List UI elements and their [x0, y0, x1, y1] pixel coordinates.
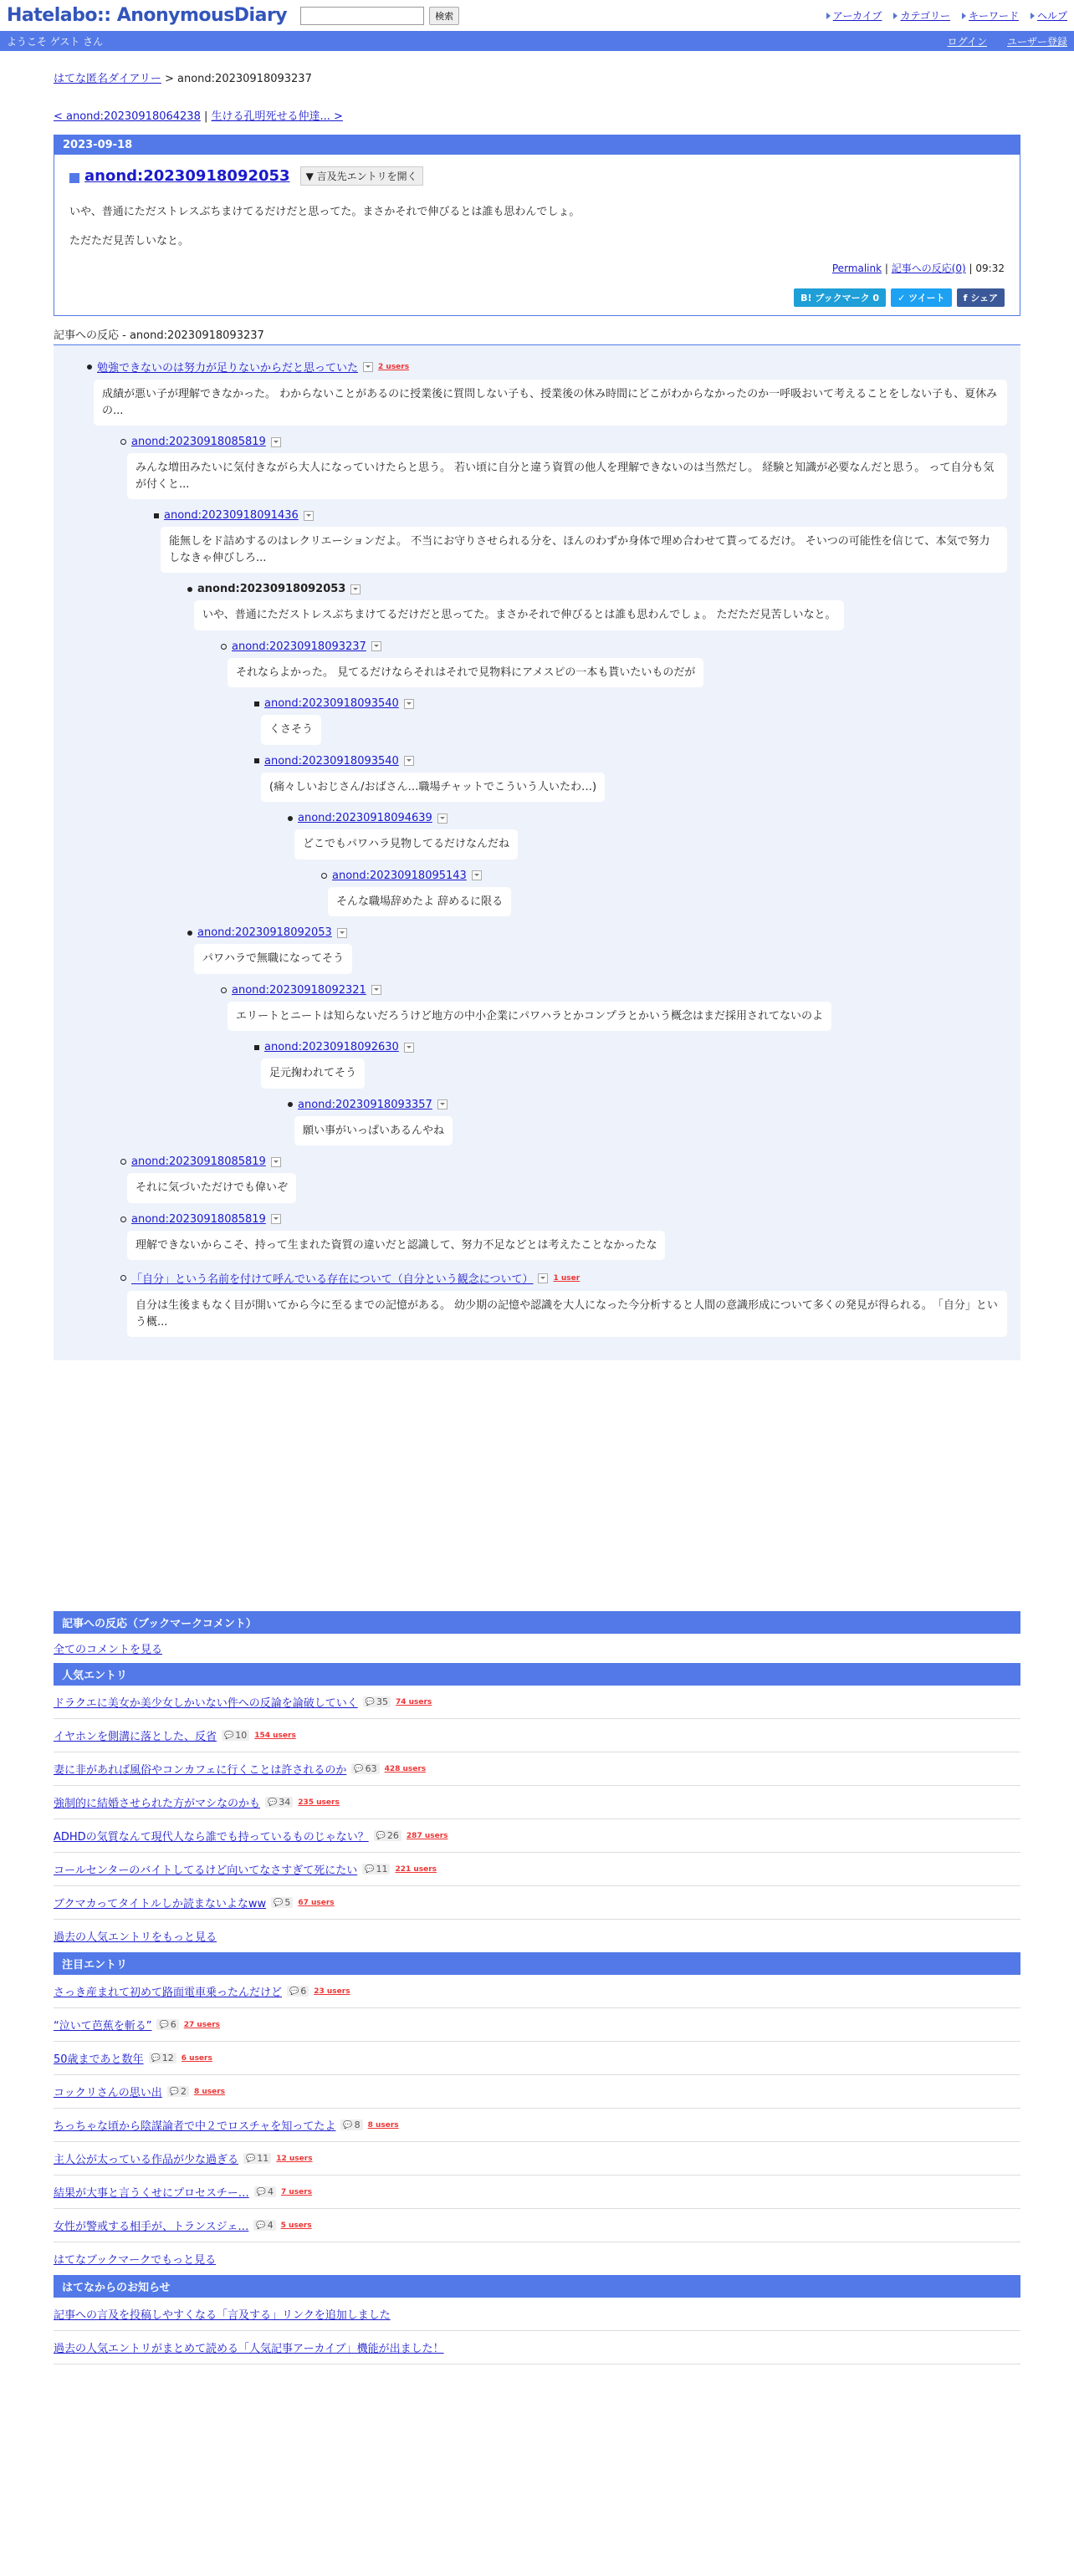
- comment-count[interactable]: 💬 8: [340, 2119, 362, 2130]
- entry-row: [54, 2075, 1020, 2109]
- reaction-node: [254, 697, 1007, 745]
- comment-count[interactable]: 💬 35: [363, 1696, 391, 1707]
- users-badge[interactable]: 1 user: [553, 1273, 580, 1283]
- notice-link[interactable]: 記事への言及を投稿しやすくなる「言及する」リンクを追加しました: [54, 2309, 391, 2322]
- featured-header: 注目エントリ: [54, 1952, 1020, 1975]
- entry-link[interactable]: ADHDの気質なんて現代人なら誰でも持っているものじゃない？: [54, 1831, 369, 1844]
- users-badge[interactable]: 67 users: [298, 1898, 335, 1907]
- nav-help[interactable]: ヘルプ: [1031, 8, 1067, 23]
- users-badge[interactable]: 8 users: [193, 2087, 226, 2096]
- comment-count[interactable]: 💬 11: [243, 2153, 271, 2164]
- entry-time: 09:32: [975, 263, 1005, 274]
- bullet-icon: [87, 365, 92, 370]
- header: [0, 0, 1074, 31]
- entry-link[interactable]: コックリさんの思い出: [54, 2087, 162, 2099]
- arrow-icon: [826, 13, 831, 19]
- comment-icon: 💬: [224, 1731, 234, 1740]
- reaction-title[interactable]: anond:20230918085819: [131, 1212, 266, 1226]
- users-badge[interactable]: 12 users: [276, 2154, 313, 2163]
- comment-count[interactable]: 💬 26: [374, 1830, 401, 1841]
- reactions-title: 記事への反応 - anond:20230918093237: [54, 326, 1020, 345]
- bullet-icon: [221, 987, 227, 993]
- entry-link[interactable]: さっき産まれて初めて路面電車乗ったんだけど: [54, 1987, 283, 1999]
- hatena-bookmark-button[interactable]: B! ブックマーク 0: [794, 288, 886, 307]
- featured-more-link[interactable]: はてなブックマークでもっと見る: [54, 2254, 217, 2267]
- entry-link[interactable]: “泣いて芭蕉を斬る”: [54, 2020, 152, 2033]
- expand-toggle-icon[interactable]: [404, 756, 414, 766]
- reaction-title[interactable]: anond:20230918093237: [232, 640, 366, 653]
- reaction-title[interactable]: anond:20230918093540: [264, 697, 399, 710]
- comment-icon: 💬: [365, 1864, 375, 1874]
- entry-row: [54, 2042, 1020, 2075]
- welcome-bar: [0, 31, 1074, 51]
- nav-archive[interactable]: アーカイブ: [826, 8, 882, 23]
- reaction-text: 成績が悪い子が理解できなかった。 わからないことがあるのに授業後に質問しない子も、授業後の休み時間にどこがわからなかったのか一呼吸おいて考えることをしない子も、夏休みの...: [94, 380, 1007, 426]
- comment-icon: 💬: [365, 1697, 375, 1706]
- reaction-text: いや、普通にただストレスぶちまけてるだけだと思ってた。まさかそれで伸びるとは誰も思わんでしょ。 ただただ見苦しいなと。: [194, 600, 844, 630]
- expand-toggle-icon[interactable]: [350, 584, 361, 594]
- expand-toggle-icon[interactable]: [271, 1214, 281, 1224]
- prev-entry-link[interactable]: < anond:20230918064238: [54, 110, 201, 123]
- entry-row: [54, 1719, 1020, 1752]
- reaction-text: エリートとニートは知らないだろうけど地方の中小企業にパワハラとかコンプラとかいう概念はまだ採用されてないのよ: [228, 1002, 831, 1032]
- reaction-title: anond:20230918092053: [197, 583, 346, 595]
- reaction-text: 自分は生後まもなく目が開いてから今に至るまでの記憶がある。 幼少期の記憶や認識を大人になった今分析すると人間の意識形成について多くの発見が得られる。 「自分」という概...: [127, 1291, 1007, 1337]
- users-badge[interactable]: 7 users: [280, 2187, 313, 2196]
- entry-link[interactable]: コールセンターのバイトしてるけど向いてなさすぎて死にたい: [54, 1864, 358, 1877]
- comment-icon: 💬: [159, 2020, 169, 2029]
- comment-icon: 💬: [354, 1764, 364, 1773]
- entry-row: [54, 1975, 1020, 2008]
- entry: [54, 135, 1020, 316]
- entry-row: [54, 2176, 1020, 2209]
- entry-link[interactable]: イヤホンを側溝に落とした、反省: [54, 1731, 217, 1743]
- nav-category[interactable]: カテゴリー: [893, 8, 950, 23]
- entry-link[interactable]: 50歳まであと数年: [54, 2053, 144, 2066]
- expand-toggle-icon[interactable]: [271, 1157, 281, 1167]
- open-referenced-button[interactable]: ▼ 言及先エントリを開く: [300, 166, 423, 186]
- entry-date: 2023-09-18: [54, 135, 1020, 155]
- reaction-text: みんな増田みたいに気付きながら大人になっていけたらと思う。 若い頃に自分と違う資質の他人を理解できないのは当然だし。 経験と知識が必要なんだと思う。 って自分も気が付くと...: [127, 453, 1007, 499]
- reaction-title[interactable]: anond:20230918095143: [332, 869, 467, 882]
- reaction-node: [154, 509, 1007, 573]
- users-badge[interactable]: 428 users: [384, 1764, 427, 1773]
- reaction-text: どこでもパワハラ見物してるだけなんだね: [294, 829, 518, 860]
- users-badge[interactable]: 5 users: [280, 2221, 312, 2230]
- entry-link[interactable]: ちっちゃな頃から陰謀論者で中２でロスチャを知ってたよ: [54, 2120, 336, 2133]
- popular-more-link[interactable]: 過去の人気エントリをもっと見る: [54, 1931, 217, 1944]
- reaction-text: それに気づいただけでも偉いぞ: [127, 1173, 296, 1203]
- reaction-node: [221, 984, 1007, 1032]
- comment-count[interactable]: 💬 4: [253, 2220, 275, 2231]
- notice-header: はてなからのお知らせ: [54, 2275, 1020, 2298]
- expand-toggle-icon[interactable]: [363, 362, 373, 372]
- notice-link[interactable]: 過去の人気エントリがまとめて読める「人気記事アーカイブ」機能が出ました！: [54, 2343, 444, 2355]
- login-link[interactable]: ログイン: [947, 35, 987, 48]
- expand-toggle-icon[interactable]: [437, 814, 448, 824]
- reaction-text: 能無しをド詰めするのはレクリエーションだよ。 不当にお守りさせられる分を、ほんのわずか身体で埋め合わせて貰ってるだけ。 そいつの可能性を信じて、本気で努力しなきゃ伸びしろ...: [161, 527, 1007, 573]
- entry-link[interactable]: 主人公が太っている作品が少な過ぎる: [54, 2154, 239, 2166]
- popular-header: 人気エントリ: [54, 1663, 1020, 1686]
- bullet-icon: [288, 1102, 293, 1107]
- reaction-title[interactable]: 「自分」という名前を付けて呼んでいる存在について（自分という観念について）: [131, 1273, 534, 1286]
- reaction-node: [221, 640, 1007, 688]
- top-nav: [826, 8, 1067, 23]
- comment-count[interactable]: 💬 63: [351, 1763, 379, 1774]
- comment-icon: 💬: [289, 1987, 299, 1996]
- comment-icon: 💬: [376, 1831, 386, 1840]
- reaction-node: [187, 583, 1007, 630]
- reaction-title[interactable]: anond:20230918092321: [232, 983, 366, 997]
- bullet-icon: [120, 1217, 126, 1222]
- arrow-icon: [893, 13, 898, 19]
- reaction-node: [120, 1155, 1007, 1203]
- bullet-icon: [254, 701, 259, 706]
- reaction-text: (痛々しいおじさん/おばさん…職場チャットでこういう人いたわ…): [261, 773, 605, 803]
- bullet-icon: [120, 439, 126, 445]
- bullet-icon: [321, 873, 327, 879]
- entry-row: [54, 2109, 1020, 2142]
- comment-count[interactable]: 💬 11: [362, 1864, 390, 1875]
- welcome-text: ようこそ ゲスト さん: [7, 35, 104, 48]
- entry-row: [54, 1686, 1020, 1719]
- pager: < anond:20230918064238 | 生ける孔明死せる仲達... >: [54, 110, 343, 123]
- reactions-link[interactable]: 記事への反応(0): [891, 263, 966, 274]
- nav-keyword[interactable]: キーワード: [962, 8, 1019, 23]
- reaction-text: 理解できないからこそ、持って生まれた資質の違いだと認識して、努力不足などとは考えたことなかったな: [127, 1231, 665, 1261]
- breadcrumb-current: anond:20230918093237: [177, 73, 312, 85]
- bullet-icon: [120, 1275, 126, 1281]
- users-badge[interactable]: 6 users: [181, 2053, 212, 2063]
- all-comments-link[interactable]: 全てのコメントを見る: [54, 1644, 163, 1656]
- permalink[interactable]: Permalink: [831, 263, 882, 274]
- reaction-text: 願い事がいっぱいあるんやね: [294, 1116, 453, 1146]
- tweet-button[interactable]: ✓ ツイート: [891, 288, 952, 307]
- users-badge[interactable]: 74 users: [395, 1697, 432, 1706]
- bird-icon: ✓: [898, 293, 909, 304]
- reaction-text: くさそう: [261, 715, 321, 745]
- comment-icon: 💬: [151, 2053, 161, 2063]
- entry-square-icon: [69, 173, 79, 183]
- comment-icon: 💬: [274, 1898, 284, 1907]
- featured-list: [54, 1975, 1020, 2242]
- site-logo[interactable]: Hatelabo:: AnonymousDiary: [7, 5, 288, 26]
- comment-count[interactable]: 💬 6: [287, 1986, 309, 1997]
- comment-icon: 💬: [268, 1798, 278, 1807]
- reaction-title[interactable]: anond:20230918085819: [131, 436, 266, 448]
- reaction-node: [187, 926, 1007, 974]
- expand-toggle-icon[interactable]: [271, 437, 281, 447]
- reaction-title[interactable]: anond:20230918085819: [131, 1155, 266, 1168]
- entry-link[interactable]: ドラクエに美女か美少女しかいない件への反論を論破していく: [54, 1697, 358, 1710]
- entry-row: [54, 2209, 1020, 2242]
- entry-link[interactable]: 強制的に結婚させられた方がマシなのかも: [54, 1798, 261, 1810]
- entry-row: [54, 2142, 1020, 2176]
- ad-space: [54, 1360, 1020, 1611]
- reaction-node: [120, 436, 1007, 499]
- bullet-icon: [254, 1045, 259, 1050]
- comment-icon: 💬: [343, 2120, 353, 2130]
- comment-count[interactable]: 💬 2: [167, 2086, 189, 2097]
- users-badge[interactable]: 27 users: [183, 2020, 221, 2029]
- comment-icon: 💬: [246, 2154, 256, 2163]
- entry-row: [54, 2008, 1020, 2042]
- reaction-node: [288, 812, 1007, 860]
- entry-row: [54, 1752, 1020, 1786]
- users-badge[interactable]: 154 users: [254, 1731, 296, 1740]
- entry-link[interactable]: ブクマカってタイトルしか読まないよなww: [54, 1898, 267, 1910]
- reaction-node: [254, 1041, 1007, 1089]
- entry-text: [69, 202, 1005, 247]
- comment-icon: 💬: [169, 2087, 179, 2096]
- comment-count[interactable]: 💬 5: [271, 1897, 293, 1908]
- expand-toggle-icon[interactable]: [371, 641, 381, 651]
- bullet-icon: [154, 513, 159, 518]
- reaction-text: パワハラで無職になってそう: [194, 944, 352, 974]
- breadcrumb-root[interactable]: はてな匿名ダイアリー: [54, 73, 161, 85]
- users-badge[interactable]: 8 users: [367, 2120, 399, 2130]
- entry-paragraph: ただただ見苦しいなと。: [69, 235, 190, 247]
- entry-link[interactable]: 女性が警戒する相手が、トランスジェ…: [54, 2221, 249, 2233]
- reaction-text: それならよかった。 見てるだけならそれはそれで見物料にアメスピの一本も貰いたいものだが: [228, 658, 703, 688]
- entry-row: [54, 1786, 1020, 1819]
- share-row: [69, 288, 1005, 307]
- reaction-text: そんな職場辞めたよ 辞めるに限る: [328, 887, 511, 917]
- entry-meta: Permalink | 記事への反応(0) | 09:32: [831, 263, 1005, 274]
- expand-toggle-icon[interactable]: [538, 1273, 548, 1283]
- expand-toggle-icon[interactable]: [371, 985, 381, 995]
- next-entry-link[interactable]: 生ける孔明死せる仲達... >: [211, 110, 343, 123]
- arrow-icon: [962, 13, 966, 19]
- reaction-tree: [54, 345, 1020, 1360]
- users-badge[interactable]: 287 users: [406, 1831, 448, 1840]
- bullet-icon: [187, 587, 192, 592]
- facebook-share-button[interactable]: f シェア: [957, 288, 1005, 307]
- entry-row: [54, 1853, 1020, 1886]
- bullet-icon: [221, 644, 227, 650]
- reaction-node: [120, 1270, 1007, 1337]
- reaction-title[interactable]: 勉強できないのは努力が足りないからだと思っていた: [97, 362, 359, 375]
- expand-toggle-icon[interactable]: [404, 1043, 414, 1053]
- search-button[interactable]: 検索: [429, 7, 459, 25]
- reaction-title[interactable]: anond:20230918091436: [164, 509, 299, 522]
- users-badge[interactable]: 235 users: [298, 1798, 340, 1807]
- expand-toggle-icon[interactable]: [404, 699, 414, 709]
- users-badge[interactable]: 23 users: [314, 1987, 350, 1996]
- entry-link[interactable]: 結果が大事と言うくせにプロセスチー…: [54, 2187, 249, 2200]
- comment-count[interactable]: 💬 12: [149, 2053, 176, 2063]
- arrow-icon: [1031, 13, 1035, 19]
- breadcrumb: はてな匿名ダイアリー > anond:20230918093237: [54, 73, 312, 85]
- reaction-title[interactable]: anond:20230918092053: [197, 926, 332, 939]
- reaction-title[interactable]: anond:20230918092630: [264, 1041, 399, 1053]
- expand-toggle-icon[interactable]: [437, 1099, 448, 1109]
- entry-title[interactable]: anond:20230918092053: [84, 167, 290, 185]
- reaction-node: [254, 755, 1007, 803]
- entry-link[interactable]: 妻に非があれば風俗やコンカフェに行くことは許されるのか: [54, 1764, 347, 1777]
- reaction-node: [120, 1213, 1007, 1261]
- bookmark-comments-header: 記事への反応（ブックマークコメント）: [54, 1611, 1020, 1634]
- comment-icon: 💬: [256, 2221, 266, 2230]
- comment-count[interactable]: 💬 34: [265, 1797, 293, 1808]
- entry-paragraph: いや、普通にただストレスぶちまけてるだけだと思ってた。まさかそれで伸びるとは誰も思わんでしょ。: [69, 206, 580, 218]
- entry-row: [54, 1819, 1020, 1853]
- comment-icon: 💬: [256, 2187, 266, 2196]
- reaction-title[interactable]: anond:20230918094639: [298, 812, 432, 824]
- bullet-icon: [288, 816, 293, 821]
- register-link[interactable]: ユーザー登録: [1006, 35, 1067, 48]
- reaction-node: [321, 870, 1007, 917]
- popular-list: [54, 1686, 1020, 1920]
- entry-row: [54, 1886, 1020, 1920]
- search-input[interactable]: [300, 7, 424, 25]
- users-badge[interactable]: 2 users: [378, 362, 410, 371]
- reaction-title[interactable]: anond:20230918093357: [298, 1098, 432, 1111]
- bullet-icon: [187, 931, 192, 936]
- comment-count[interactable]: 💬 10: [222, 1730, 249, 1741]
- bullet-icon: [254, 758, 259, 763]
- reaction-title[interactable]: anond:20230918093540: [264, 754, 399, 768]
- reaction-node: [87, 359, 1007, 426]
- reaction-text: 足元掬われてそう: [261, 1058, 365, 1089]
- expand-toggle-icon[interactable]: [337, 928, 347, 938]
- bullet-icon: [120, 1159, 126, 1165]
- users-badge[interactable]: 221 users: [395, 1864, 437, 1874]
- expand-toggle-icon[interactable]: [304, 511, 314, 521]
- reaction-node: [288, 1099, 1007, 1146]
- facebook-icon: f: [963, 293, 971, 304]
- expand-toggle-icon[interactable]: [472, 870, 482, 880]
- comment-count[interactable]: 💬 6: [156, 2019, 178, 2030]
- comment-count[interactable]: 💬 4: [254, 2186, 276, 2197]
